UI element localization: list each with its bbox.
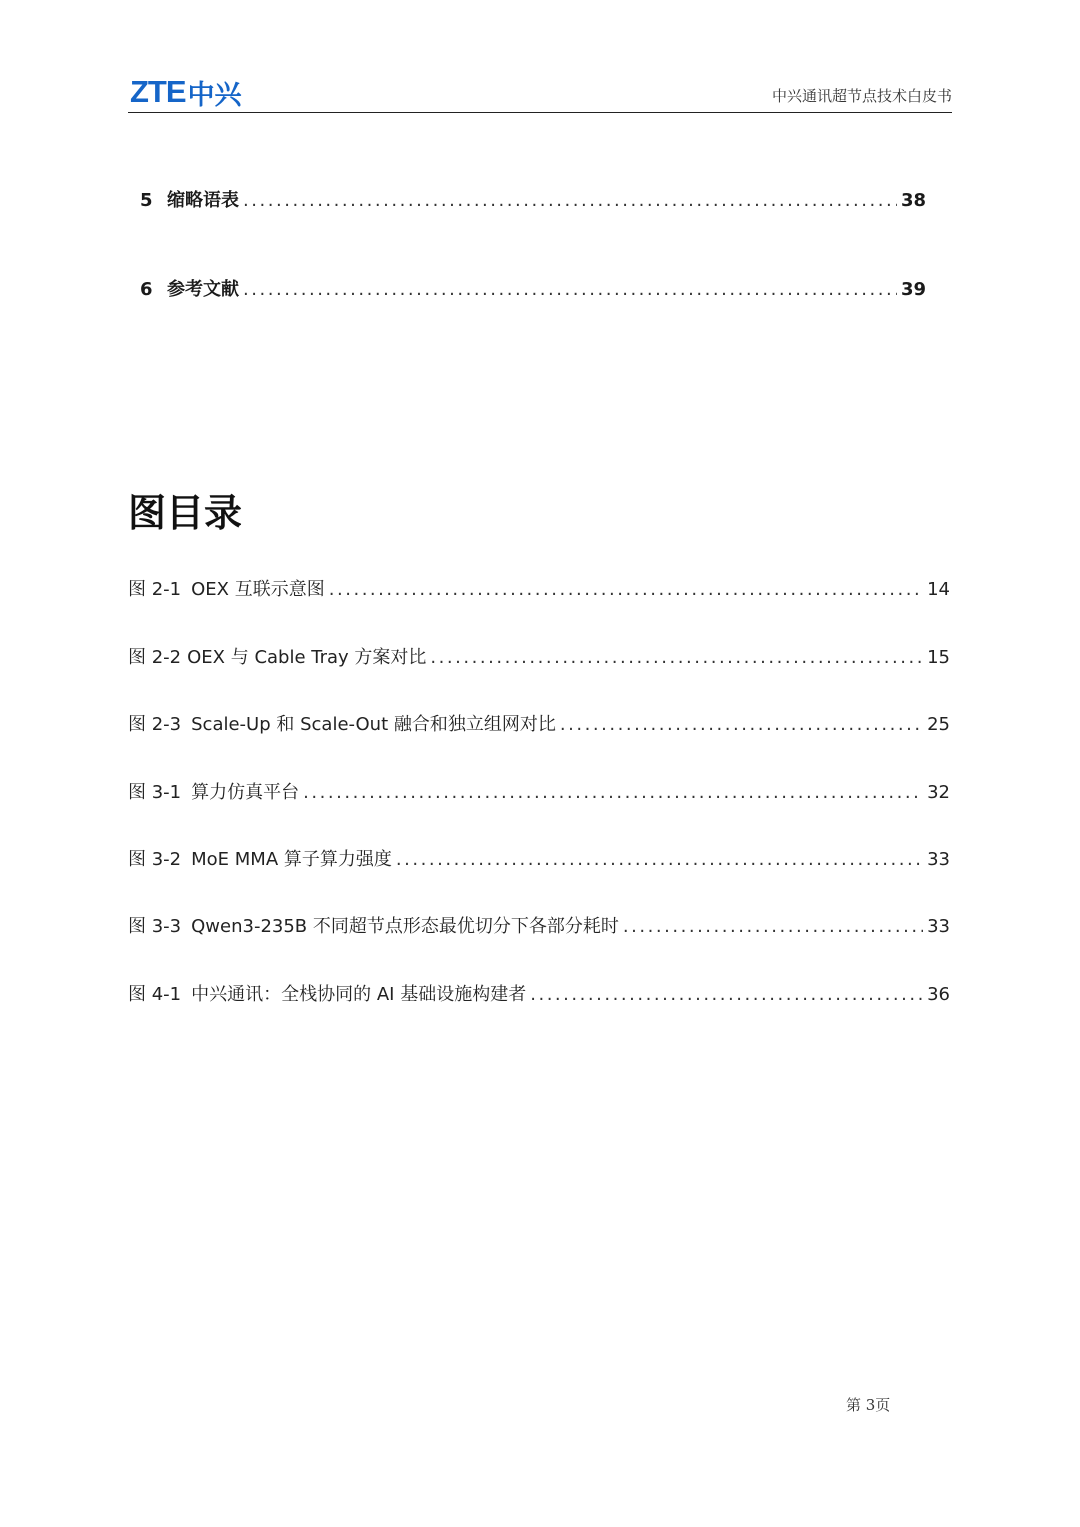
- figure-number: 图 2-3: [128, 714, 182, 735]
- toc-entry-references[interactable]: [140, 275, 926, 301]
- figure-page: 25: [927, 714, 950, 735]
- figure-entry[interactable]: [128, 575, 950, 601]
- figure-title: MoE MMA 算子算力强度: [191, 849, 392, 870]
- figure-entry[interactable]: [128, 845, 950, 871]
- dot-leader: [560, 714, 923, 735]
- zte-logo: [130, 72, 242, 112]
- figure-entry[interactable]: [128, 643, 950, 669]
- figure-page: 14: [927, 579, 950, 600]
- dot-leader: [396, 849, 923, 870]
- figure-page: 33: [927, 849, 950, 870]
- figure-entry[interactable]: [128, 710, 950, 736]
- dot-leader: [530, 984, 923, 1005]
- figure-number: 图 4-1: [128, 984, 182, 1005]
- dot-leader: [623, 916, 923, 937]
- figure-title: OEX 互联示意图: [191, 579, 325, 600]
- page-number: 第 3页: [846, 1396, 891, 1414]
- header-divider: [128, 112, 952, 113]
- dot-leader: [329, 579, 923, 600]
- toc-entry-abbreviations[interactable]: [140, 186, 926, 212]
- figure-page: 33: [927, 916, 950, 937]
- dot-leader: [430, 647, 923, 668]
- document-title: 中兴通讯超节点技术白皮书: [771, 87, 952, 105]
- dot-leader: [303, 782, 923, 803]
- logo-cn: 中兴: [187, 79, 242, 111]
- figure-page: 15: [927, 647, 950, 668]
- figure-list-heading: 图目录: [128, 491, 243, 535]
- logo-latin: ZTE: [130, 74, 186, 109]
- figure-entry[interactable]: [128, 980, 950, 1006]
- figure-page: 32: [927, 782, 950, 803]
- toc-entry-title: 参考文献: [167, 279, 239, 300]
- figure-title: 中兴通讯：全栈协同的 AI 基础设施构建者: [191, 984, 527, 1005]
- dot-leader: [243, 279, 897, 300]
- toc-entry-number: 5: [140, 190, 153, 211]
- figure-number: 图 3-2: [128, 849, 182, 870]
- toc-entry-page: 38: [900, 190, 926, 211]
- toc-entry-number: 6: [140, 279, 153, 300]
- figure-number: 图 2-2: [128, 647, 182, 668]
- figure-number: 图 3-3: [128, 916, 182, 937]
- figure-title: OEX 与 Cable Tray 方案对比: [187, 647, 427, 668]
- toc-entry-title: 缩略语表: [167, 190, 239, 211]
- figure-page: 36: [927, 984, 950, 1005]
- figure-title: Qwen3-235B 不同超节点形态最优切分下各部分耗时: [191, 916, 619, 937]
- figure-title: 算力仿真平台: [191, 782, 300, 803]
- figure-entry[interactable]: [128, 778, 950, 804]
- figure-number: 图 2-1: [128, 579, 182, 600]
- figure-title: Scale-Up 和 Scale-Out 融合和独立组网对比: [191, 714, 556, 735]
- dot-leader: [243, 190, 897, 211]
- figure-entry[interactable]: [128, 912, 950, 938]
- toc-entry-page: 39: [900, 279, 926, 300]
- figure-number: 图 3-1: [128, 782, 182, 803]
